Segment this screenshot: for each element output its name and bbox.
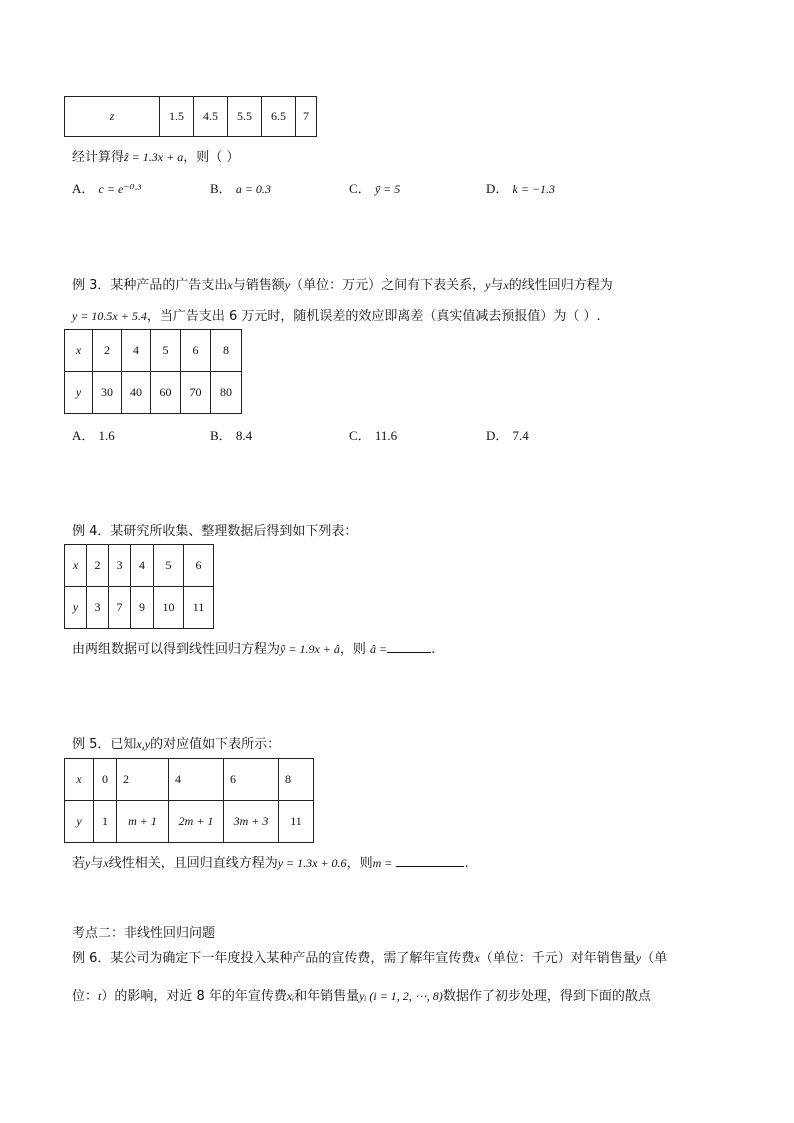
q2-option-d: D． k = −1.3 <box>486 181 556 196</box>
ex4-cell: 2 <box>87 545 109 587</box>
z-table <box>64 96 317 137</box>
ex6-line2: 位：t）的影响，对近 8 年的年宣传费xᵢ和年销售量yᵢ (i = 1, 2, ⋯, 8)数据作了初步处理，得到下面的散点 <box>72 989 651 1004</box>
ex5-cell: 0 <box>94 759 117 801</box>
ex3-cell: 4 <box>122 330 151 372</box>
ex5-stem: 例 5．已知x,y的对应值如下表所示： <box>72 737 281 752</box>
z-cell: 6.5 <box>262 97 296 137</box>
ex3-stem-line2: y = 10.5x + 5.4，当广告支出 6 万元时，随机误差的效应即离差（真实值减去预报值）为（ ）. <box>72 309 601 324</box>
z-cell: 5.5 <box>228 97 262 137</box>
ex5-cell: 11 <box>279 801 314 843</box>
ex4-cell: 7 <box>109 587 131 629</box>
section-title: 考点二：非线性回归问题 <box>72 926 216 941</box>
ex3-option-d: D． 7.4 <box>486 428 529 443</box>
ex4-answer-blank[interactable] <box>387 640 431 653</box>
ex5-cell: 8 <box>279 759 314 801</box>
ex5-answer-blank[interactable] <box>396 854 464 867</box>
ex3-cell: 8 <box>211 330 242 372</box>
ex4-cell: 6 <box>184 545 214 587</box>
ex4-stem: 例 4．某研究所收集、整理数据后得到如下列表： <box>72 524 358 539</box>
ex4-cell: 11 <box>184 587 214 629</box>
ex4-row-head-y: y <box>65 587 87 629</box>
ex3-cell: 6 <box>181 330 211 372</box>
ex5-row-head-y: y <box>65 801 94 843</box>
ex5-cell: m + 1 <box>117 801 169 843</box>
ex3-option-c: C． 11.6 <box>349 428 398 443</box>
z-cell: 4.5 <box>194 97 228 137</box>
ex5-cell: 2 <box>117 759 169 801</box>
ex3-option-b: B． 8.4 <box>210 428 253 443</box>
ex4-row-head-x: x <box>65 545 87 587</box>
ex5-question: 若y与x线性相关，且回归直线方程为y = 1.3x + 0.6，则m = . <box>72 856 469 871</box>
ex4-cell: 10 <box>154 587 184 629</box>
ex3-cell: 30 <box>93 372 122 414</box>
ex3-row-head-y: y <box>65 372 93 414</box>
ex3-cell: 60 <box>151 372 181 414</box>
ex4-table <box>64 544 214 629</box>
ex3-option-a: A． 1.6 <box>72 428 115 443</box>
ex4-equation: ŷ = 1.9x + â <box>280 642 340 656</box>
ex3-cell: 70 <box>181 372 211 414</box>
ex4-cell: 4 <box>131 545 154 587</box>
q2-option-b: B． a = 0.3 <box>210 181 271 196</box>
ex4-cell: 9 <box>131 587 154 629</box>
q2-option-c: C． ȳ = 5 <box>349 181 401 196</box>
q2-stem: 经计算得ẑ = 1.3x + a，则（ ） <box>72 150 240 165</box>
ex3-equation: y = 10.5x + 5.4 <box>72 309 147 323</box>
ex4-cell: 3 <box>109 545 131 587</box>
ex4-cell: 5 <box>154 545 184 587</box>
ex3-table <box>64 329 242 414</box>
ex4-cell: 3 <box>87 587 109 629</box>
ex5-cell: 6 <box>224 759 279 801</box>
ex5-table <box>64 758 314 843</box>
ex5-row-head-x: x <box>65 759 94 801</box>
ex3-stem-line1: 例 3．某种产品的广告支出x与销售额y（单位：万元）之间有下表关系，y与x的线性回归方程为 <box>72 278 613 293</box>
ex5-equation: y = 1.3x + 0.6 <box>277 856 347 870</box>
ex5-cell: 2m + 1 <box>169 801 224 843</box>
q2-option-a: A． c = e⁻⁰·³ <box>72 181 142 196</box>
ex5-cell: 1 <box>94 801 117 843</box>
z-cell: 1.5 <box>160 97 194 137</box>
ex3-cell: 5 <box>151 330 181 372</box>
q2-equation: ẑ = 1.3x + a <box>124 150 184 164</box>
ex3-cell: 40 <box>122 372 151 414</box>
ex6-line1: 例 6．某公司为确定下一年度投入某种产品的宣传费，需了解年宣传费x（单位：千元）对年销售量y（单 <box>72 951 668 966</box>
ex5-cell: 3m + 3 <box>224 801 279 843</box>
ex5-cell: 4 <box>169 759 224 801</box>
ex3-cell: 80 <box>211 372 242 414</box>
ex3-row-head-x: x <box>65 330 93 372</box>
z-header: z <box>65 97 160 137</box>
ex4-question: 由两组数据可以得到线性回归方程为ŷ = 1.9x + â，则 â = . <box>72 642 436 657</box>
z-cell: 7 <box>296 97 317 137</box>
ex3-cell: 2 <box>93 330 122 372</box>
